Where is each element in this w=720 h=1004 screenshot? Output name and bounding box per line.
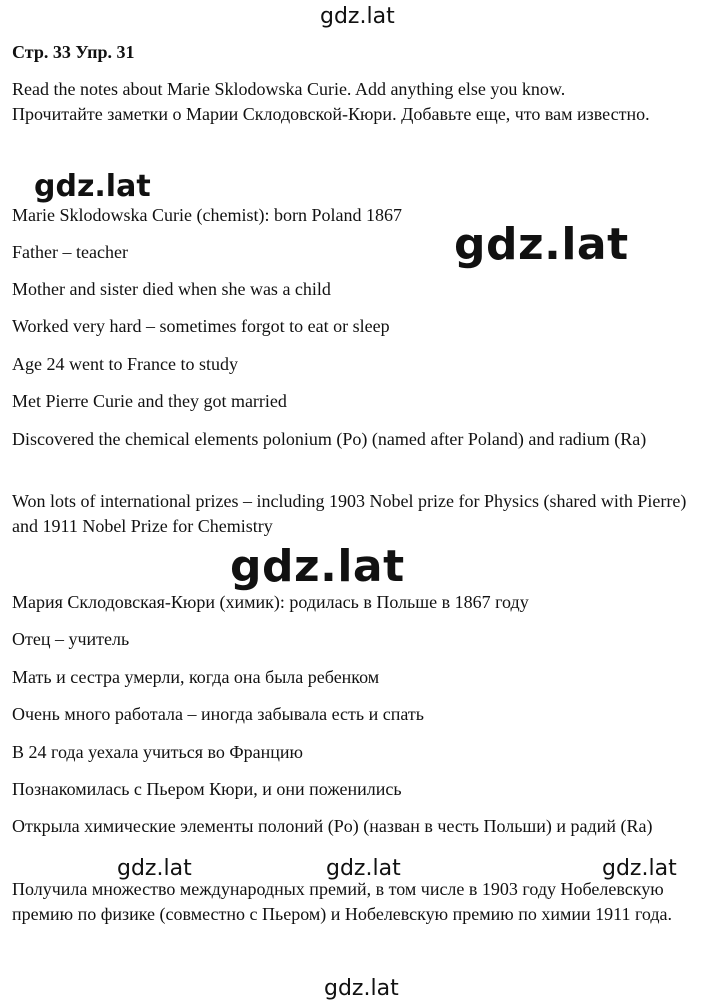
note-ru-4: Очень много работала – иногда забывала есть и спать [12,704,424,724]
note-en-2: Father – teacher [12,242,128,262]
watermark-bottom: gdz.lat [324,976,399,1001]
watermark-row-center: gdz.lat [326,856,401,881]
note-ru-8: Получила множество международных премий, в том числе в 1903 году Нобелевскую премию по физике (совместно с Пьером) и Нобелевскую премию по химии 1911 года. [12,879,673,924]
watermark-middle-large: gdz.lat [230,541,405,592]
note-en-1: Marie Sklodowska Curie (chemist): born Poland 1867 [12,205,402,225]
instruction-english: Read the notes about Marie Sklodowska Curie. Add anything else you know. [12,79,566,99]
watermark-top: gdz.lat [320,4,395,29]
note-en-5: Age 24 went to France to study [12,354,238,374]
note-ru-7: Открыла химические элементы полоний (Po) (назван в честь Польши) и радий (Ra) [12,816,653,836]
note-ru-5: В 24 года уехала учиться во Францию [12,742,303,762]
note-ru-3: Мать и сестра умерли, когда она была ребенком [12,667,380,687]
exercise-heading: Стр. 33 Упр. 31 [12,42,135,62]
note-en-7: Discovered the chemical elements polonium (Po) (named after Poland) and radium (Ra) [12,429,647,449]
watermark-after-intro: gdz.lat [34,169,151,204]
watermark-right-large: gdz.lat [454,219,629,270]
note-en-3: Mother and sister died when she was a child [12,279,331,299]
note-ru-1: Мария Склодовская-Кюри (химик): родилась в Польше в 1867 году [12,592,529,612]
watermark-row-right: gdz.lat [602,856,677,881]
note-en-8: Won lots of international prizes – including 1903 Nobel prize for Physics (shared with Pierre) and 1911 Nobel Prize for Chemistry [12,491,687,536]
note-en-4: Worked very hard – sometimes forgot to eat or sleep [12,316,390,336]
note-en-6: Met Pierre Curie and they got married [12,391,287,411]
note-ru-6: Познакомилась с Пьером Кюри, и они поженились [12,779,402,799]
note-ru-2: Отец – учитель [12,629,130,649]
instruction-russian: Прочитайте заметки о Марии Склодовской-Кюри. Добавьте еще, что вам известно. [12,104,650,124]
watermark-row-left: gdz.lat [117,856,192,881]
